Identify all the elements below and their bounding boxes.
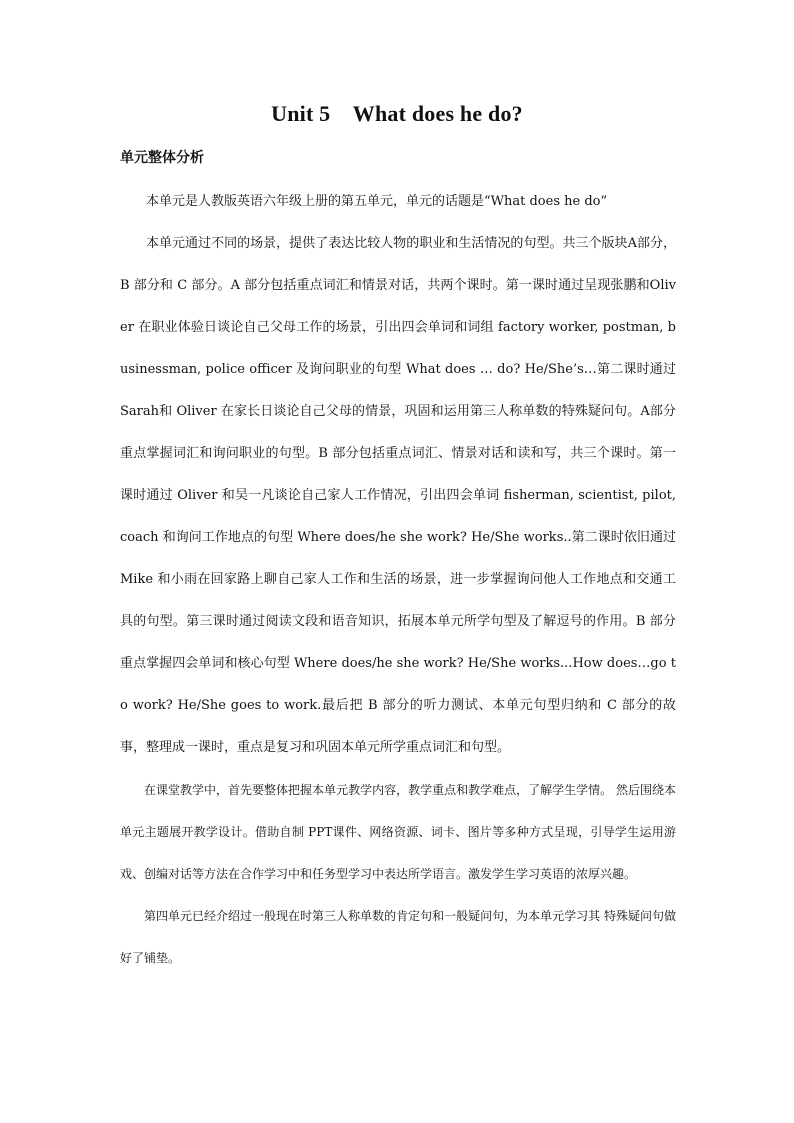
- paragraph-topic: 本单元是人教版英语六年级上册的第五单元，单元的话题是“What does he do”: [146, 194, 608, 209]
- paragraph-teaching-approach: 在课堂教学中，首先要整体把握本单元教学内容，教学重点和教学难点，了解学生学情。 然后围绕本单元主题展开教学设计。借助自制 PPT课件、网络资源、词卡、图片等多种方式呈现，引导学生运用游戏、创编对话等方法在合作学习中和任务型学习中表达所学语言。激发学生学习英语的浓厚兴趣。: [120, 783, 676, 881]
- paragraph-prior-knowledge: 第四单元已经介绍过一般现在时第三人称单数的肯定句和一般疑问句，为本单元学习其 特殊疑问句做好了铺垫。: [120, 909, 676, 965]
- section-heading: 单元整体分析: [120, 150, 204, 166]
- paragraph-unit-structure: 本单元通过不同的场景，提供了表达比较人物的职业和生活情况的句型。共三个版块A部分，B 部分和 C 部分。A 部分包括重点词汇和情景对话，共两个课时。第一课时通过呈现张鹏和Oliver 在职业体验日谈论自己父母工作的场景，引出四会单词和词组 factory worker, postman, businessman, police officer 及询问职业的句型 What does … do? He/She’s…第二课时通过Sarah和 Oliver 在家长日谈论自己父母的情景，巩固和运用第三人称单数的特殊疑问句。A部分重点掌握词汇和询问职业的句型。B 部分包括重点词汇、情景对话和读和写，共三个课时。第一课时通过 Oliver 和吴一凡谈论自己家人工作情况，引出四会单词 fisherman, scientist, pilot, coach 和询问工作地点的句型 Where does/he she work? He/She works..第二课时依旧通过 Mike 和小雨在回家路上聊自己家人工作和生活的场景，进一步掌握询问他人工作地点和交通工具的句型。第三课时通过阅读文段和语音知识，拓展本单元所学句型及了解逗号的作用。B 部分重点掌握四会单词和核心句型 Where does/he she work? He/She works...How does…go to work? He/She goes to work.最后把 B 部分的听力测试、本单元句型归纳和 C 部分的故事，整理成一课时，重点是复习和巩固本单元所学重点词汇和句型。: [120, 236, 676, 755]
- body-text: [120, 181, 676, 979]
- page-title: Unit 5 What does he do?: [271, 101, 523, 126]
